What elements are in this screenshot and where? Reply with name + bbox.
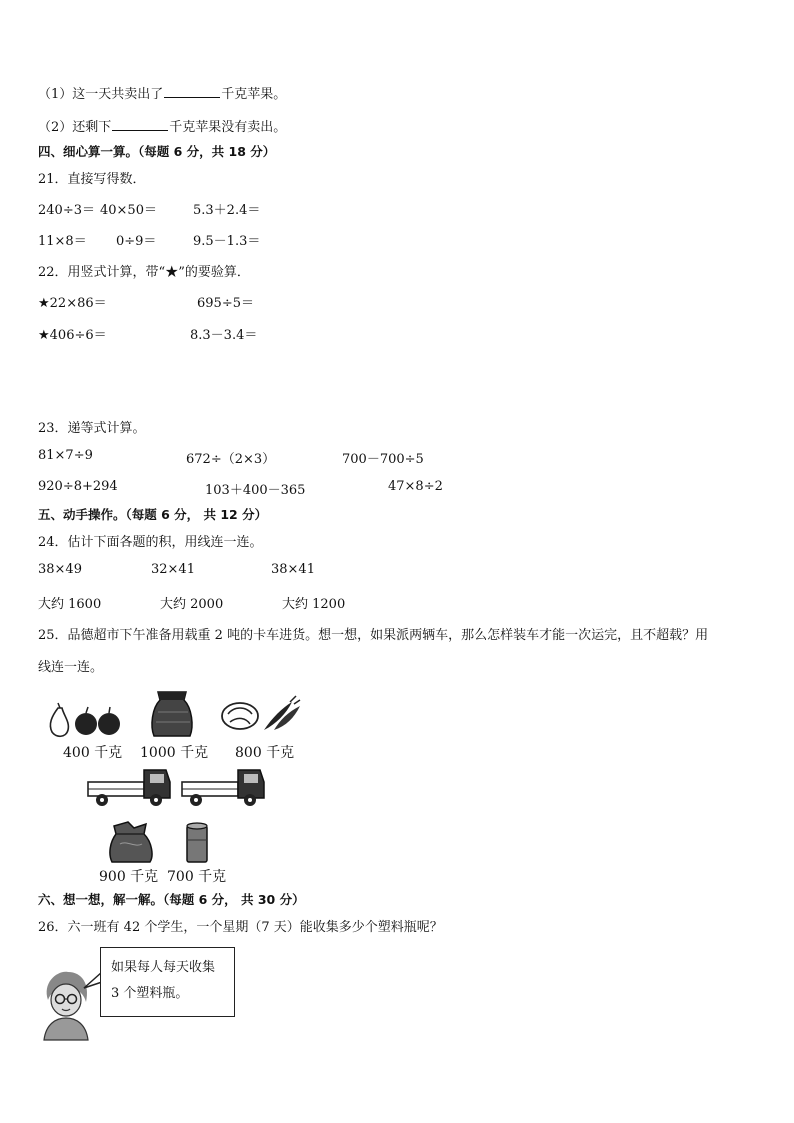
section-6-heading: 六、想一想，解一解。（每题 6 分， 共 30 分） bbox=[38, 892, 305, 907]
q20-part2 bbox=[38, 116, 286, 135]
goods-weight-label: 700 千克 bbox=[167, 869, 227, 885]
truck-icon[interactable] bbox=[180, 766, 268, 808]
q23-item: 672÷（2×3） bbox=[186, 452, 276, 467]
section-4-heading: 四、细心算一算。（每题 6 分，共 18 分） bbox=[38, 144, 276, 159]
q21-item: 5.3＋2.4＝ bbox=[193, 203, 261, 218]
q21-item: 9.5－1.3＝ bbox=[193, 234, 261, 249]
q23-item: 103＋400－365 bbox=[205, 483, 306, 498]
q25-text-line2: 线连一连。 bbox=[38, 660, 104, 675]
q24-product[interactable]: 38×49 bbox=[38, 562, 82, 577]
rice-sack-icon[interactable] bbox=[148, 686, 196, 738]
q20-part2-text-b: 千克苹果没有卖出。 bbox=[169, 120, 287, 135]
q20-part1 bbox=[38, 83, 286, 102]
q23-item: 81×7÷9 bbox=[38, 448, 93, 463]
q23-item: 920÷8+294 bbox=[38, 479, 118, 494]
fruit-icon[interactable] bbox=[46, 702, 122, 738]
answer-blank[interactable] bbox=[112, 118, 168, 131]
answer-blank[interactable] bbox=[164, 85, 220, 98]
flour-sack-icon[interactable] bbox=[106, 820, 156, 864]
q22-item: ★406÷6＝ bbox=[38, 328, 107, 343]
speech-bubble-line1: 如果每人每天收集 bbox=[111, 960, 216, 975]
q22-title: 22．用竖式计算，带“★”的要验算． bbox=[38, 265, 250, 280]
q21-item: 40×50＝ bbox=[100, 203, 157, 218]
q21-title: 21．直接写得数． bbox=[38, 172, 146, 187]
q21-item: 11×8＝ bbox=[38, 234, 87, 249]
goods-weight-label: 900 千克 bbox=[99, 869, 159, 885]
q21-item: 0÷9＝ bbox=[116, 234, 157, 249]
q22-item: 695÷5＝ bbox=[197, 296, 254, 311]
q22-item: 8.3－3.4＝ bbox=[190, 328, 258, 343]
q24-title: 24．估计下面各题的积，用线连一连。 bbox=[38, 535, 263, 550]
vegetables-icon[interactable] bbox=[220, 694, 302, 734]
q23-title: 23．递等式计算。 bbox=[38, 421, 146, 436]
q20-part2-text-a: （2）还剩下 bbox=[38, 120, 112, 135]
q23-item: 700－700÷5 bbox=[342, 452, 424, 467]
section-5-heading: 五、动手操作。（每题 6 分， 共 12 分） bbox=[38, 507, 268, 522]
q20-part1-text-b: 千克苹果。 bbox=[221, 87, 287, 102]
goods-weight-label: 1000 千克 bbox=[140, 745, 209, 761]
q24-product[interactable]: 38×41 bbox=[271, 562, 315, 577]
q24-product[interactable]: 32×41 bbox=[151, 562, 195, 577]
q20-part1-text-a: （1）这一天共卖出了 bbox=[38, 87, 164, 102]
q23-item: 47×8÷2 bbox=[388, 479, 443, 494]
goods-weight-label: 800 千克 bbox=[235, 745, 295, 761]
speech-bubble bbox=[100, 947, 235, 1017]
oil-can-icon[interactable] bbox=[185, 822, 209, 864]
q25-text-line1: 25．品德超市下午准备用载重 2 吨的卡车进货。想一想，如果派两辆车，那么怎样装车才能一次运完，且不超载？用 bbox=[38, 628, 709, 643]
q24-estimate[interactable]: 大约 1200 bbox=[282, 597, 346, 612]
truck-icon[interactable] bbox=[86, 766, 174, 808]
q26-title: 26．六一班有 42 个学生，一个星期（7 天）能收集多少个塑料瓶呢？ bbox=[38, 920, 443, 935]
q24-estimate[interactable]: 大约 2000 bbox=[160, 597, 224, 612]
q21-item: 240÷3＝ bbox=[38, 203, 95, 218]
q22-item: ★22×86＝ bbox=[38, 296, 107, 311]
q24-estimate[interactable]: 大约 1600 bbox=[38, 597, 102, 612]
speech-bubble-line2: 3 个塑料瓶。 bbox=[111, 986, 189, 1001]
goods-weight-label: 400 千克 bbox=[63, 745, 123, 761]
